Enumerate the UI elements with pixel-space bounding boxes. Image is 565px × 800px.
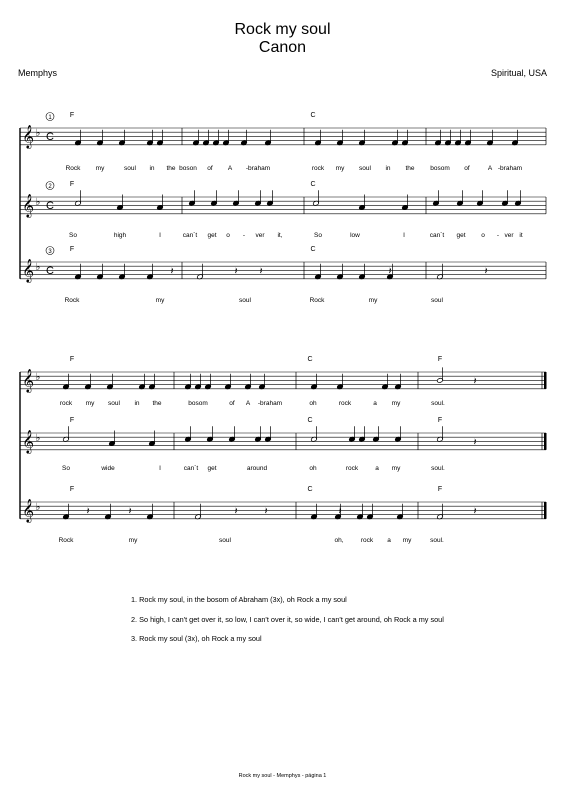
treble-clef-icon: 𝄞 — [22, 260, 34, 282]
rest-icon: 𝄽 — [338, 506, 342, 517]
lyric-syllable: rock — [360, 537, 374, 544]
lyric-syllable: -braham — [497, 165, 523, 172]
lyric-syllable: a — [375, 465, 379, 472]
rest-icon: 𝄽 — [259, 266, 263, 277]
lyric-syllable: in — [134, 400, 140, 407]
lyric-syllable: boson — [179, 165, 197, 172]
lyric-syllable: A — [245, 400, 251, 407]
verse-1: 1. Rock my soul, in the bosom of Abraham (3x), oh Rock a my soul — [131, 595, 347, 604]
rest-icon: 𝄽 — [234, 266, 238, 277]
lyric-syllable: low — [350, 232, 360, 239]
lyric-syllable: in — [149, 165, 155, 172]
chord-symbol: F — [69, 181, 75, 188]
staff — [20, 247, 546, 280]
chord-symbol: C — [310, 246, 316, 253]
flat-icon: ♭ — [35, 372, 41, 383]
chord-symbol: C — [310, 181, 316, 188]
lyric-syllable: soul — [431, 297, 443, 304]
rest-icon: 𝄽 — [484, 266, 488, 277]
lyric-syllable: Rock — [58, 537, 74, 544]
lyric-syllable: can´t — [183, 465, 199, 472]
lyric-syllable: a — [387, 537, 391, 544]
lyric-syllable: - — [242, 232, 246, 239]
common-time-icon: C — [46, 265, 54, 277]
lyric-syllable: - — [496, 232, 500, 239]
chord-symbol: F — [437, 486, 443, 493]
final-barline — [544, 502, 547, 519]
lyric-syllable: rock — [345, 465, 359, 472]
chord-symbol: F — [69, 486, 75, 493]
rest-icon: 𝄽 — [86, 506, 90, 517]
flat-icon: ♭ — [35, 128, 41, 139]
lyric-syllable: get — [456, 232, 466, 239]
lyric-syllable: my — [391, 400, 401, 407]
lyric-syllable: soul — [359, 165, 371, 172]
staff — [20, 367, 547, 389]
lyric-syllable: can´t — [429, 232, 445, 239]
system-1 — [20, 113, 546, 280]
lyric-syllable: wide — [101, 465, 115, 472]
rest-icon: 𝄽 — [473, 376, 477, 387]
lyric-syllable: the — [405, 165, 415, 172]
lyric-syllable: A — [227, 165, 233, 172]
lyric-syllable: Rock — [65, 165, 81, 172]
lyric-syllable: soul. — [431, 465, 445, 472]
lyric-syllable: -braham — [245, 165, 271, 172]
chord-symbol: F — [437, 417, 443, 424]
flat-icon: ♭ — [35, 433, 41, 444]
lyric-syllable: oh — [309, 465, 317, 472]
lyric-syllable: oh, — [334, 537, 344, 544]
lyric-syllable: get — [207, 232, 217, 239]
chord-symbol: C — [307, 486, 313, 493]
lyric-syllable: my — [368, 297, 378, 304]
lyric-syllable: soul — [239, 297, 251, 304]
lyric-syllable: my — [128, 537, 138, 544]
rest-icon: 𝄽 — [234, 506, 238, 517]
verses-list — [131, 590, 444, 649]
treble-clef-icon: 𝄞 — [22, 126, 34, 148]
lyric-syllable: a — [373, 400, 377, 407]
lyric-syllable: high — [113, 232, 127, 239]
lyric-syllable: around — [246, 465, 268, 472]
lyric-syllable: I — [159, 465, 161, 472]
lyric-syllable: bosom — [430, 165, 450, 172]
lyric-syllable: my — [335, 165, 345, 172]
composer: Memphys — [18, 68, 58, 78]
rest-icon: 𝄽 — [170, 266, 174, 277]
treble-clef-icon: 𝄞 — [22, 195, 34, 217]
lyric-syllable: ver — [255, 232, 265, 239]
part-number: 2 — [48, 184, 52, 190]
final-barline — [544, 372, 547, 389]
chord-symbol: F — [69, 246, 75, 253]
treble-clef-icon: 𝄞 — [22, 431, 34, 453]
lyric-syllable: I — [159, 232, 161, 239]
lyric-syllable: can´t — [182, 232, 198, 239]
lyric-syllable: rock — [59, 400, 73, 407]
rest-icon: 𝄽 — [264, 506, 268, 517]
lyric-syllable: my — [155, 297, 165, 304]
lyric-syllable: So — [314, 232, 322, 239]
chord-symbol: F — [69, 112, 75, 119]
lyric-syllable: rock — [338, 400, 352, 407]
rest-icon: 𝄽 — [473, 437, 477, 448]
staff — [20, 182, 546, 214]
lyric-syllable: soul. — [430, 537, 444, 544]
final-barline — [544, 433, 547, 450]
lyric-syllable: of — [207, 165, 213, 172]
lyric-syllable: -braham — [257, 400, 283, 407]
lyric-syllable: it, — [277, 232, 283, 239]
lyric-syllable: bosom — [188, 400, 208, 407]
chord-symbol: F — [69, 356, 75, 363]
chord-symbol: C — [307, 356, 313, 363]
lyric-syllable: my — [402, 537, 412, 544]
verse-2: 2. So high, I can't get over it, so low, I can't over it, so wide, I can't get around, oh Rock a my soul — [131, 614, 444, 624]
lyric-syllable: the — [152, 400, 162, 407]
rest-icon: 𝄽 — [473, 506, 477, 517]
rest-icon: 𝄽 — [388, 266, 392, 277]
staff — [20, 113, 546, 146]
system-2 — [20, 367, 547, 519]
lyric-syllable: in — [385, 165, 391, 172]
lyric-syllable: oh — [309, 400, 317, 407]
flat-icon: ♭ — [35, 197, 41, 208]
lyric-syllable: So — [62, 465, 70, 472]
part-number: 1 — [48, 115, 52, 121]
chord-symbol: C — [310, 112, 316, 119]
lyric-syllable: I — [403, 232, 405, 239]
lyric-syllable: Rock — [309, 297, 325, 304]
lyric-syllable: my — [85, 400, 95, 407]
lyric-syllable: of — [464, 165, 470, 172]
lyric-syllable: Rock — [64, 297, 80, 304]
common-time-icon: C — [46, 131, 54, 143]
part-number: 3 — [48, 249, 52, 255]
page-subtitle: Canon — [258, 39, 307, 56]
lyric-syllable: soul — [108, 400, 120, 407]
lyric-syllable: rock — [311, 165, 325, 172]
flat-icon: ♭ — [35, 502, 41, 513]
lyric-syllable: ver — [504, 232, 514, 239]
staff — [20, 426, 547, 450]
chord-symbol: C — [307, 417, 313, 424]
lyric-syllable: my — [391, 465, 401, 472]
chord-symbol: F — [437, 356, 443, 363]
lyric-syllable: of — [229, 400, 235, 407]
lyric-syllable: my — [95, 165, 105, 172]
lyric-syllable: o — [481, 232, 485, 239]
rest-icon: 𝄽 — [128, 506, 132, 517]
lyric-syllable: So — [69, 232, 77, 239]
verse-3: 3. Rock my soul (3x), oh Rock a my soul — [131, 634, 262, 643]
staff — [20, 502, 547, 520]
page-title: Rock my soul — [234, 21, 331, 38]
lyric-syllable: soul — [219, 537, 231, 544]
flat-icon: ♭ — [35, 262, 41, 273]
origin: Spiritual, USA — [490, 68, 547, 78]
lyric-syllable: soul — [124, 165, 136, 172]
treble-clef-icon: 𝄞 — [22, 370, 34, 392]
chord-symbol: F — [69, 417, 75, 424]
lyric-syllable: A — [487, 165, 493, 172]
lyric-syllable: it — [519, 232, 523, 239]
treble-clef-icon: 𝄞 — [22, 500, 34, 522]
lyric-syllable: soul. — [431, 400, 445, 407]
page-footer: Rock my soul - Memphys - página 1 — [238, 773, 327, 779]
lyric-syllable: get — [207, 465, 217, 472]
lyric-syllable: o — [226, 232, 230, 239]
lyric-syllable: the — [166, 165, 176, 172]
common-time-icon: C — [46, 200, 54, 212]
